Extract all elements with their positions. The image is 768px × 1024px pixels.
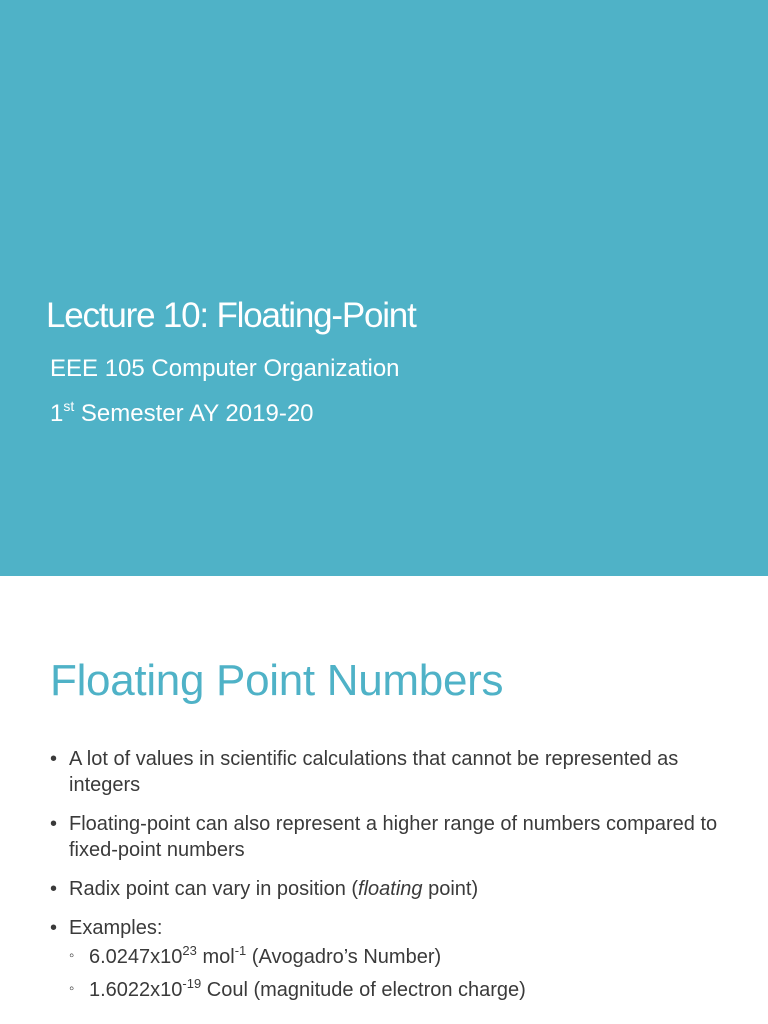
example-exponent: -19	[182, 976, 202, 991]
example-exponent: 23	[182, 943, 197, 958]
content-slide	[0, 576, 768, 1024]
examples-label: Examples:	[69, 917, 163, 939]
bullet-item	[50, 811, 740, 863]
bullet-dot-icon: •	[50, 813, 58, 835]
bullet-text-after: point)	[422, 878, 479, 900]
example-mantissa: 1.6022x10	[89, 979, 183, 1001]
slide-heading: Floating Point Numbers	[50, 656, 504, 705]
semester-ordinal: 1	[50, 400, 64, 427]
example-item	[69, 977, 740, 1003]
bullet-dot-icon: •	[50, 917, 58, 939]
bullet-list	[50, 746, 740, 1016]
lecture-title: Lecture 10: Floating-Point	[46, 296, 416, 335]
semester-text: Semester AY 2019-20	[74, 400, 314, 427]
example-unit: Coul (magnitude of electron charge)	[201, 979, 526, 1001]
bullet-text-before: Radix point can vary in position (	[69, 878, 359, 900]
sub-bullet-circle-icon: ◦	[69, 947, 75, 964]
bullet-text: A lot of values in scientific calculations that cannot be represented as integers	[69, 748, 679, 796]
example-item	[69, 944, 740, 970]
bullet-emphasis: floating	[358, 878, 423, 900]
examples-list	[69, 944, 740, 1003]
bullet-dot-icon: •	[50, 748, 58, 770]
semester-line	[50, 400, 314, 428]
semester-ordinal-suffix: st	[63, 398, 75, 414]
bullet-text: Floating-point can also represent a higher range of numbers compared to fixed-point numbers	[69, 813, 718, 861]
example-unit: mol	[196, 946, 235, 968]
example-unit-exponent: -1	[234, 943, 247, 958]
bullet-item	[50, 876, 740, 902]
course-name: EEE 105 Computer Organization	[50, 355, 400, 382]
example-mantissa: 6.0247x10	[89, 946, 183, 968]
sub-bullet-circle-icon: ◦	[69, 980, 75, 997]
example-description: (Avogadro’s Number)	[246, 946, 442, 968]
bullet-dot-icon: •	[50, 878, 58, 900]
bullet-item-examples	[50, 915, 740, 1003]
bullet-item	[50, 746, 740, 798]
